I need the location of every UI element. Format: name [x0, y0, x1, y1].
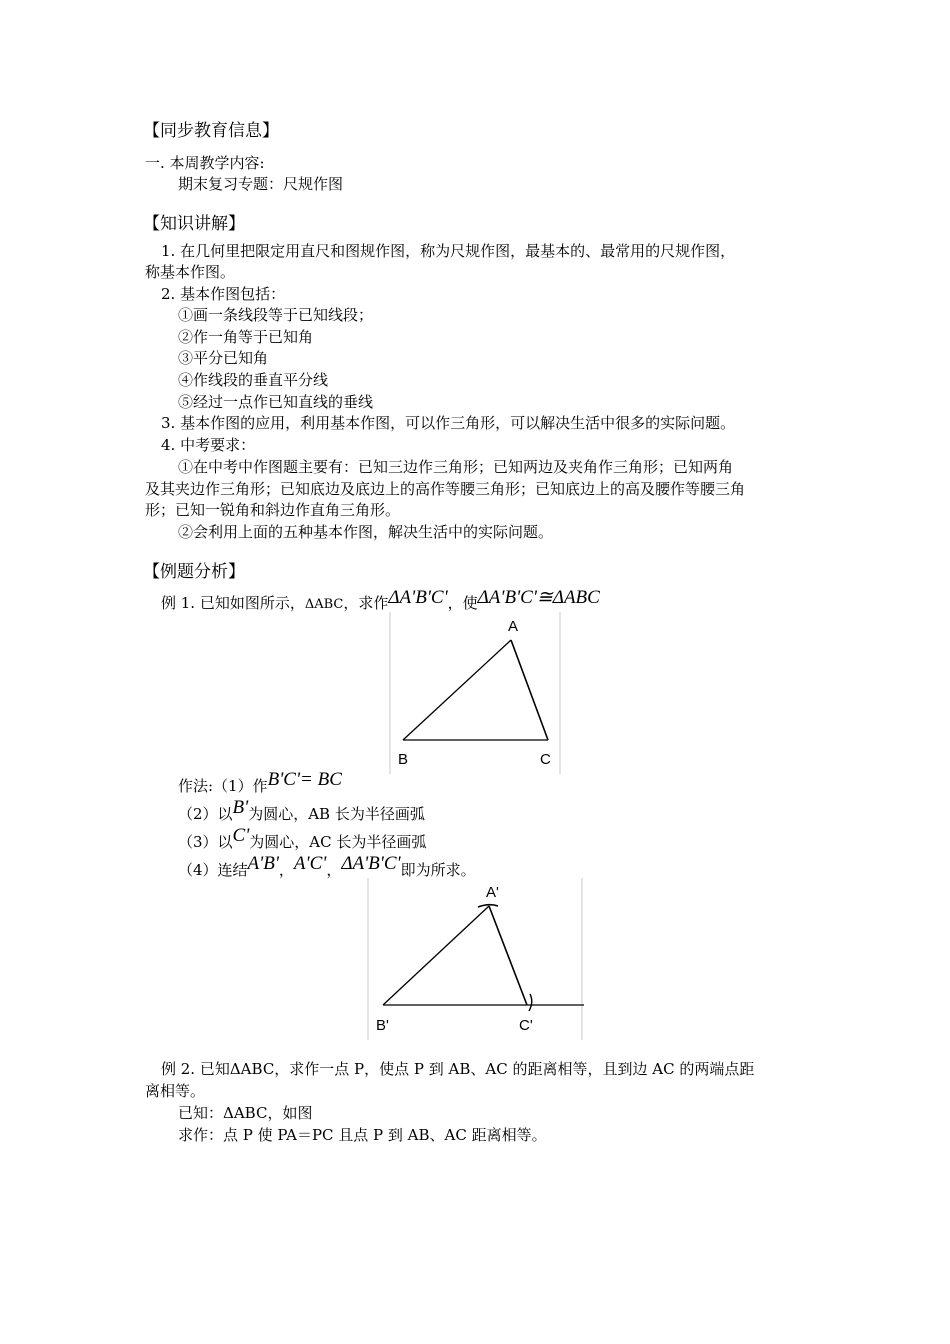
- fig2-label-b: B': [376, 1017, 389, 1034]
- step4-sep-1: ，: [278, 861, 294, 879]
- fig1-label-b: B: [398, 751, 409, 768]
- example1-step4: [178, 853, 476, 880]
- fig2-side-ab: [383, 906, 489, 1005]
- example2-line1: 例 2. 已知ΔABC，求作一点 P，使点 P 到 AB、AC 的距离相等，且到边 AC 的两端点距: [161, 1060, 755, 1078]
- knowledge-2-item-1: ①画一条线段等于已知线段；: [178, 306, 374, 324]
- example1-congruent-math: ΔA'B'C'≅ΔABC: [477, 587, 600, 608]
- step4-suffix: 即为所求。: [400, 861, 476, 879]
- fig2-arc-at-c: [529, 994, 532, 1011]
- fig1-side-ab: [403, 640, 511, 740]
- fig2-label-a: A': [486, 884, 499, 901]
- step4-prefix: （4）连结: [178, 861, 248, 879]
- example1-step2: [178, 797, 425, 824]
- step3-math: C': [232, 825, 250, 846]
- step3-suffix: 为圆心，AC 长为半径画弧: [249, 833, 427, 851]
- example1-ask: ，求作: [343, 594, 389, 612]
- knowledge-1-line2: 称基本作图。: [145, 263, 236, 281]
- section1-content: 期末复习专题：尺规作图: [178, 175, 344, 193]
- knowledge-2-item-3: ③平分已知角: [178, 349, 269, 367]
- example1-step1: [178, 769, 342, 796]
- step2-prefix: （2）以: [178, 805, 233, 823]
- fig2-side-ac: [489, 906, 527, 1005]
- step2-math: B': [232, 797, 249, 818]
- example2-known: 已知：ΔABC，如图: [178, 1104, 313, 1122]
- fig1-label-c: C: [540, 751, 551, 768]
- knowledge-2-title: 2. 基本作图包括：: [161, 285, 286, 303]
- heading-examples: 【例题分析】: [143, 562, 245, 582]
- knowledge-2-item-5: ⑤经过一点作已知直线的垂线: [178, 393, 374, 411]
- knowledge-2-item-2: ②作一角等于已知角: [178, 328, 314, 346]
- fig1-side-ac: [511, 640, 548, 740]
- step4-math-3: ΔA'B'C': [341, 853, 401, 874]
- knowledge-4-para1-line2: 及其夹边作三角形；已知底边及底边上的高作等腰三角形；已知底边上的高及腰作等腰三角: [145, 480, 746, 498]
- heading-knowledge: 【知识讲解】: [143, 214, 245, 234]
- example1-triangle-abc: ΔABC: [304, 597, 344, 612]
- knowledge-4-title: 4. 中考要求：: [161, 436, 256, 454]
- example1-step3: [178, 825, 427, 852]
- example2-line2: 离相等。: [145, 1082, 206, 1100]
- figure-triangle-abc: [388, 612, 563, 774]
- step1-math: B'C'= BC: [267, 769, 342, 790]
- knowledge-1-line1: 1. 在几何里把限定用直尺和图规作图，称为尺规作图，最基本的、最常用的尺规作图，: [161, 242, 736, 260]
- knowledge-2-item-4: ④作线段的垂直平分线: [178, 371, 329, 389]
- knowledge-4-para1-line3: 形；已知一锐角和斜边作直角三角形。: [145, 501, 401, 519]
- section1-title: 一. 本周教学内容:: [145, 154, 265, 172]
- example1-target-math: ΔA'B'C': [388, 587, 448, 608]
- example2-find: 求作：点 P 使 PA＝PC 且点 P 到 AB、AC 距离相等。: [178, 1126, 547, 1144]
- example1-comma-shi: ，使: [447, 594, 478, 612]
- example1-intro: 例 1. 已知如图所示，: [161, 594, 305, 612]
- step4-math-2: A'C': [293, 853, 327, 874]
- step4-sep-2: ，: [326, 861, 342, 879]
- knowledge-3: 3. 基本作图的应用，利用基本作图，可以作三角形，可以解决生活中很多的实际问题。: [161, 414, 736, 432]
- fig1-label-a: A: [508, 618, 519, 635]
- knowledge-4-para2: ②会利用上面的五种基本作图，解决生活中的实际问题。: [178, 523, 554, 541]
- knowledge-4-para1-line1: ①在中考中作图题主要有：已知三边作三角形；已知两边及夹角作三角形；已知两角: [178, 458, 734, 476]
- heading-sync: 【同步教育信息】: [143, 121, 279, 141]
- step2-suffix: 为圆心，AB 长为半径画弧: [248, 805, 425, 823]
- fig2-label-c: C': [519, 1017, 533, 1034]
- step3-prefix: （3）以: [178, 833, 233, 851]
- figure-triangle-constructed: [365, 878, 585, 1040]
- step1-prefix: 作法:（1）作: [178, 777, 268, 795]
- step4-math-1: A'B': [247, 853, 279, 874]
